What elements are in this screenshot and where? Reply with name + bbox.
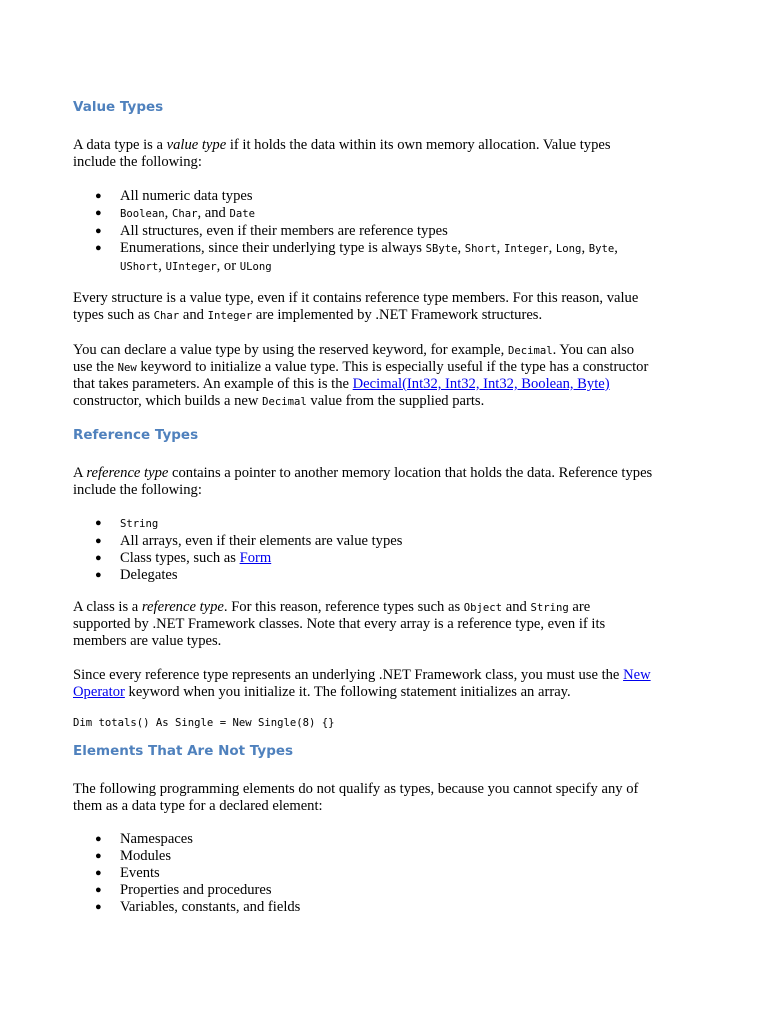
list-item: ● Events [95, 865, 160, 881]
bullet-icon: ● [95, 190, 102, 202]
list-item-continuation: UShort, UInteger, or ULong [120, 258, 272, 274]
reference-types-list [73, 515, 402, 584]
not-types-list [73, 831, 300, 916]
list-item: ● All numeric data types [95, 188, 253, 204]
list-item: ● String [95, 517, 159, 530]
bullet-icon: ● [95, 901, 102, 913]
bullet-icon: ● [95, 225, 102, 237]
bullet-icon: ● [95, 207, 102, 219]
bullet-icon: ● [95, 552, 102, 564]
list-item: ● Namespaces [95, 831, 193, 847]
not-types-intro: The following programming elements do not qualify as types, because you cannot specify any of them as a data type for a declared element: [73, 781, 639, 814]
link-new-operator-continued[interactable]: Operator [73, 684, 125, 700]
link-decimal-constructor[interactable]: Decimal(Int32, Int32, Int32, Boolean, Byte) [352, 376, 610, 392]
bullet-icon: ● [95, 242, 102, 254]
reference-types-paragraph-2: A class is a reference type. For this reason, reference types such as Object and String are supported by .NET Framework classes. Note that every array is a reference type, even if its members are value types. [73, 599, 606, 649]
list-item: ● Modules [95, 848, 172, 864]
heading-reference-types: Reference Types [73, 427, 199, 443]
bullet-icon: ● [95, 850, 102, 862]
bullet-icon: ● [95, 535, 102, 547]
bullet-icon: ● [95, 833, 102, 845]
value-types-list [73, 188, 618, 276]
bullet-icon: ● [95, 867, 102, 879]
list-item: ● Properties and procedures [95, 882, 272, 898]
list-item: ● Variables, constants, and fields [95, 899, 301, 915]
heading-not-types: Elements That Are Not Types [73, 743, 294, 759]
list-item: ● All structures, even if their members are reference types [95, 223, 448, 239]
list-item: ● All arrays, even if their elements are value types [95, 533, 403, 549]
link-new-operator[interactable]: New [623, 667, 651, 683]
list-item: ● Class types, such as Form [95, 550, 272, 566]
list-item: ● Boolean, Char, and Date [95, 205, 256, 221]
list-item: ● Delegates [95, 567, 178, 583]
bullet-icon: ● [95, 884, 102, 896]
reference-types-paragraph-3: Since every reference type represents an underlying .NET Framework class, you must use the New Operator keyword when you initialize it. The following statement initializes an array. [73, 667, 651, 700]
link-form[interactable]: Form [239, 550, 272, 566]
list-item: ● Enumerations, since their underlying type is always SByte, Short, Integer, Long, Byte, [95, 240, 618, 256]
value-types-paragraph-2: Every structure is a value type, even if it contains reference type members. For this reason, value types such as Char and Integer are implemented by .NET Framework structures. [73, 290, 639, 323]
value-types-intro: A data type is a value type if it holds the data within its own memory allocation. Value types include the following: [73, 137, 611, 170]
value-types-paragraph-3: You can declare a value type by using the reserved keyword, for example, Decimal. You can also use the New keyword to initialize a value type. This is especially useful if the type has a constructor that takes parameters. An example of this is the Decimal(Int32, Int32, Int32, Boolean, Byte) constructor, which builds a new Decimal value from the supplied parts. [73, 342, 649, 409]
code-example: Dim totals() As Single = New Single(8) {} [73, 717, 335, 729]
bullet-icon: ● [95, 569, 102, 581]
reference-types-intro: A reference type contains a pointer to another memory location that holds the data. Reference types include the following: [73, 465, 653, 498]
bullet-icon: ● [95, 517, 102, 529]
heading-value-types: Value Types [73, 99, 164, 115]
